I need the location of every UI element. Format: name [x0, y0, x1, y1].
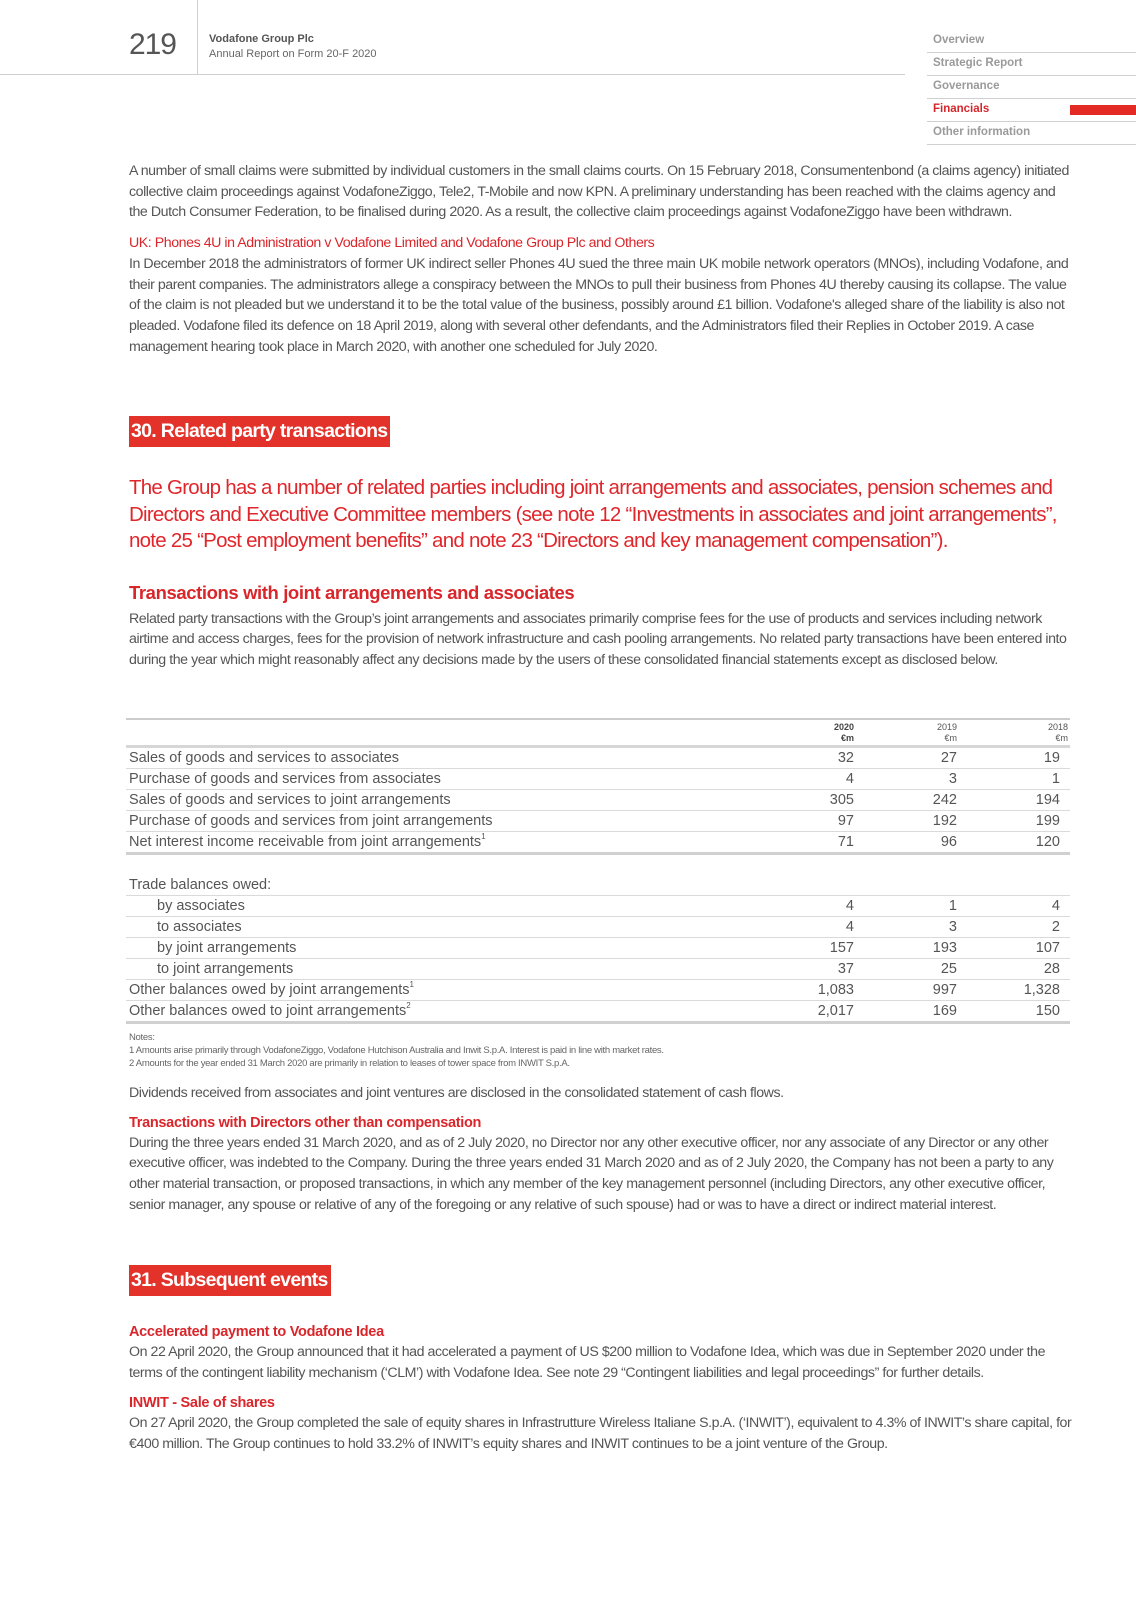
table-row: to joint arrangements 37 25 28 [126, 959, 1070, 980]
nav-label: Financials [933, 103, 990, 115]
note-1: 1 Amounts arise primarily through VodafoneZiggo, Vodafone Hutchison Australia and Inwit S.p.A. Interest is paid in line with market rates. [129, 1045, 664, 1056]
idea-heading: Accelerated payment to Vodafone Idea [129, 1324, 384, 1340]
section-30 [129, 416, 1074, 671]
directors-paragraph: During the three years ended 31 March 2020, and as of 2 July 2020, no Director nor any other executive officer, nor any associate of any Director or any other executive officer, was indebted to the Company. During the three years ended 31 March 2020 and as of 2 July 2020, the Company has not been a party to any other material transaction, or proposed transactions, in which any member of the key management personnel (including Directors, any other executive officer, senior manager, any spouse or relative of any of the foregoing or any relative of such spouse) had or was to have a direct or indirect material interest. [129, 1134, 1054, 1213]
header-divider [197, 0, 198, 74]
inwit-heading: INWIT - Sale of shares [129, 1395, 275, 1412]
nav-label: Overview [933, 34, 985, 46]
spacer-row [126, 854, 1070, 876]
column-header-2018: 2018 €m [967, 720, 1070, 747]
nav-item-strategic-report[interactable] [927, 53, 1136, 76]
phones4u-paragraph: In December 2018 the administrators of former UK indirect seller Phones 4U sued the three main UK mobile network operators (MNOs), including Vodafone, and their parent companies. The administrators allege a conspiracy between the MNOs to pull their business from Phones 4U thereby causing its collapse. The value of the claim is not pleaded but we understand it to be the total value of the business, possibly around £1 billion. Vodafone's alleged share of the liability is also not pleaded. Vodafone filed its defence on 18 April 2019, along with several other defendants, and the Administrators filed their Replies in October 2019. A case management hearing took place in March 2020, with another one scheduled for July 2020. [129, 255, 1069, 355]
table-row: Net interest income receivable from joint arrangements$^1$ 71 96 120 [126, 832, 1070, 854]
company-name: Vodafone Group Plc [209, 33, 314, 45]
section-30-title: 30. Related party transactions [129, 416, 390, 447]
claims-paragraph: A number of small claims were submitted by individual customers in the small claims courts. On 15 February 2018, Consumentenbond (a claims agency) initiated collective claim proceedings against VodafoneZiggo, Tele2, T-Mobile and now KPN. A preliminary understanding has been reached with the claims agency and the Dutch Consumer Federation, to be finalised during 2020. As a result, the collective claim proceedings against VodafoneZiggo have been withdrawn. [129, 163, 1069, 221]
table-header-row [126, 720, 1070, 747]
header-rule [0, 74, 905, 75]
inwit-paragraph: On 27 April 2020, the Group completed the sale of equity shares in Infrastrutture Wireless Italiane S.p.A. (‘INWIT’), equivalent to 4.3% of INWIT’s share capital, for €400 million. The Group continues to hold 33.2% of INWIT’s equity shares and INWIT continues to be a joint venture of the Group. [129, 1415, 1072, 1453]
table-row: Sales of goods and services to associates 32 27 19 [126, 747, 1070, 769]
column-header-2019: 2019 €m [864, 720, 967, 747]
table-row: Sales of goods and services to joint arrangements 305 242 194 [126, 790, 1070, 811]
note-2: 2 Amounts for the year ended 31 March 2020 are primarily in relation to leases of tower space from INWIT S.p.A. [129, 1058, 570, 1069]
section-31 [129, 1265, 1074, 1455]
section-nav [927, 30, 1136, 145]
table-row: Other balances owed by joint arrangements$^1$ 1,083 997 1,328 [126, 980, 1070, 1001]
page-number: 219 [128, 28, 176, 61]
nav-label: Governance [933, 80, 1000, 92]
nav-item-overview[interactable] [927, 30, 1136, 53]
section-31-title: 31. Subsequent events [129, 1265, 331, 1296]
table-notes-block [129, 1031, 1074, 1216]
table-row: Other balances owed to joint arrangements$^2$ 2,017 169 150 [126, 1001, 1070, 1023]
nav-item-other-information[interactable] [927, 122, 1136, 145]
notes-label: Notes: [129, 1032, 155, 1043]
phones4u-heading: UK: Phones 4U in Administration v Vodafone Limited and Vodafone Group Plc and Others [129, 235, 655, 252]
section-30-intro: The Group has a number of related parties including joint arrangements and associates, pension schemes and Directors and Executive Committee members (see note 12 “Investments in associates and joint arrangements”, note 25 “Post employment benefits” and note 23 “Directors and key management compensation”). [129, 476, 1057, 552]
table-row: by associates 4 1 4 [126, 896, 1070, 917]
table-row: Purchase of goods and services from joint arrangements 97 192 199 [126, 811, 1070, 832]
table-row: to associates 4 3 2 [126, 917, 1070, 938]
table-row: by joint arrangements 157 193 107 [126, 938, 1070, 959]
jv-paragraph: Related party transactions with the Group’s joint arrangements and associates primarily comprise fees for the use of products and services including network airtime and access charges, fees for the provision of network infrastructure and cash pooling arrangements. No related party transactions have been entered into during the year which might reasonably affect any decisions made by the users of these consolidated financial statements except as disclosed below. [129, 610, 1067, 668]
table-row: Purchase of goods and services from associates 4 3 1 [126, 769, 1070, 790]
active-indicator [1070, 105, 1136, 115]
trade-balances-label-row: Trade balances owed: [126, 875, 1070, 896]
directors-heading: Transactions with Directors other than compensation [129, 1114, 482, 1131]
nav-item-financials[interactable] [927, 99, 1136, 122]
dividends-paragraph: Dividends received from associates and joint ventures are disclosed in the consolidated statement of cash flows. [129, 1085, 784, 1101]
nav-item-governance[interactable] [927, 76, 1136, 99]
intro-block [129, 161, 1074, 357]
column-header-2020: 2020 €m [761, 720, 864, 747]
related-party-table [126, 720, 1070, 1024]
jv-heading: Transactions with joint arrangements and associates [129, 581, 575, 603]
idea-paragraph: On 22 April 2020, the Group announced that it had accelerated a payment of US $200 million to Vodafone Idea, which was due in September 2020 under the terms of the contingent liability mechanism (‘CLM’) with Vodafone Idea. See note 29 “Contingent liabilities and legal proceedings” for further details. [129, 1344, 1046, 1381]
nav-label: Strategic Report [933, 57, 1023, 69]
nav-label: Other information [933, 126, 1031, 138]
report-title: Annual Report on Form 20-F 2020 [209, 48, 377, 60]
